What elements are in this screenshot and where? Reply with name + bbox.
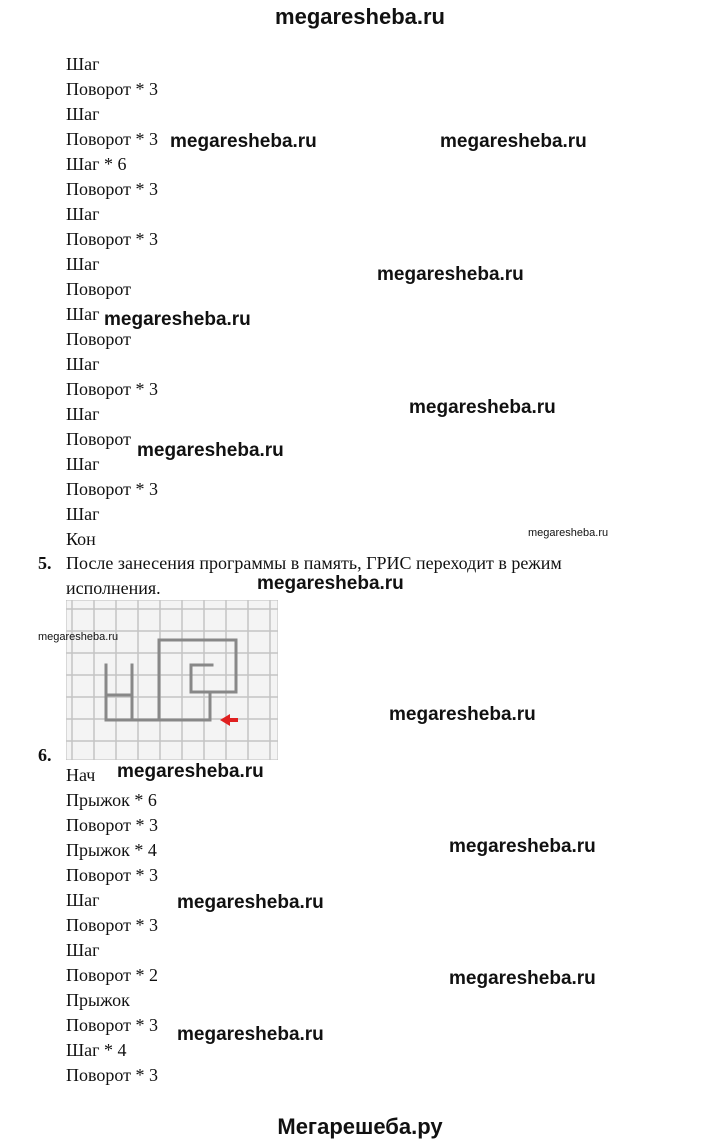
program-line: Поворот * 3 [66, 865, 159, 885]
program-line: Поворот [66, 429, 132, 449]
program-line: Поворот * 2 [66, 965, 159, 985]
program-line: Кон [66, 529, 96, 549]
watermark: megaresheba.ru [137, 440, 284, 461]
program-line: Шаг * 6 [66, 154, 127, 174]
program-line: Поворот * 3 [66, 229, 159, 249]
watermark: megaresheba.ru [177, 892, 324, 913]
watermark: megaresheba.ru [440, 131, 587, 152]
program-line: Поворот * 3 [66, 815, 159, 835]
watermark: megaresheba.ru [104, 309, 251, 330]
watermark-small: megaresheba.ru [38, 631, 119, 643]
program-line: Прыжок * 4 [66, 840, 157, 860]
watermark: megaresheba.ru [117, 761, 264, 782]
program-line: Нач [66, 765, 96, 785]
program-line: Прыжок * 6 [66, 790, 157, 810]
item-number-5: 5. [38, 553, 52, 573]
watermark-small: megaresheba.ru [528, 527, 609, 539]
program-line: Шаг [66, 304, 100, 324]
program-line: Поворот * 3 [66, 915, 159, 935]
program-line: Шаг [66, 404, 100, 424]
program-line: Поворот [66, 329, 132, 349]
program-line: Шаг [66, 204, 100, 224]
item-number-6: 6. [38, 745, 52, 765]
site-header: megaresheba.ru [275, 4, 445, 29]
item5-text-line1: После занесения программы в память, ГРИС переходит в режим [66, 553, 562, 573]
watermark: megaresheba.ru [409, 397, 556, 418]
item5-text-line2: исполнения. [66, 578, 161, 598]
program-line: Шаг [66, 940, 100, 960]
watermark: megaresheba.ru [257, 573, 404, 594]
watermark: megaresheba.ru [389, 704, 536, 725]
program-line: Поворот * 3 [66, 129, 159, 149]
program-line: Поворот * 3 [66, 1065, 159, 1085]
program-line: Поворот * 3 [66, 79, 159, 99]
site-footer: Мегарешеба.ру [277, 1114, 443, 1139]
robot-path-grid-image [66, 600, 278, 760]
program-line: Шаг [66, 890, 100, 910]
watermark: megaresheba.ru [377, 264, 524, 285]
program-line: Поворот * 3 [66, 479, 159, 499]
program-line: Шаг [66, 254, 100, 274]
program-line: Поворот [66, 279, 132, 299]
program-line: Шаг [66, 354, 100, 374]
program-line: Поворот * 3 [66, 179, 159, 199]
program-line: Шаг * 4 [66, 1040, 127, 1060]
program-line: Шаг [66, 504, 100, 524]
watermark: megaresheba.ru [449, 836, 596, 857]
program-line: Шаг [66, 54, 100, 74]
watermark: megaresheba.ru [449, 968, 596, 989]
program-line: Шаг [66, 454, 100, 474]
program-line: Прыжок [66, 990, 130, 1010]
program-line: Шаг [66, 104, 100, 124]
watermark: megaresheba.ru [170, 131, 317, 152]
program-line: Поворот * 3 [66, 379, 159, 399]
program-line: Поворот * 3 [66, 1015, 159, 1035]
watermark: megaresheba.ru [177, 1024, 324, 1045]
